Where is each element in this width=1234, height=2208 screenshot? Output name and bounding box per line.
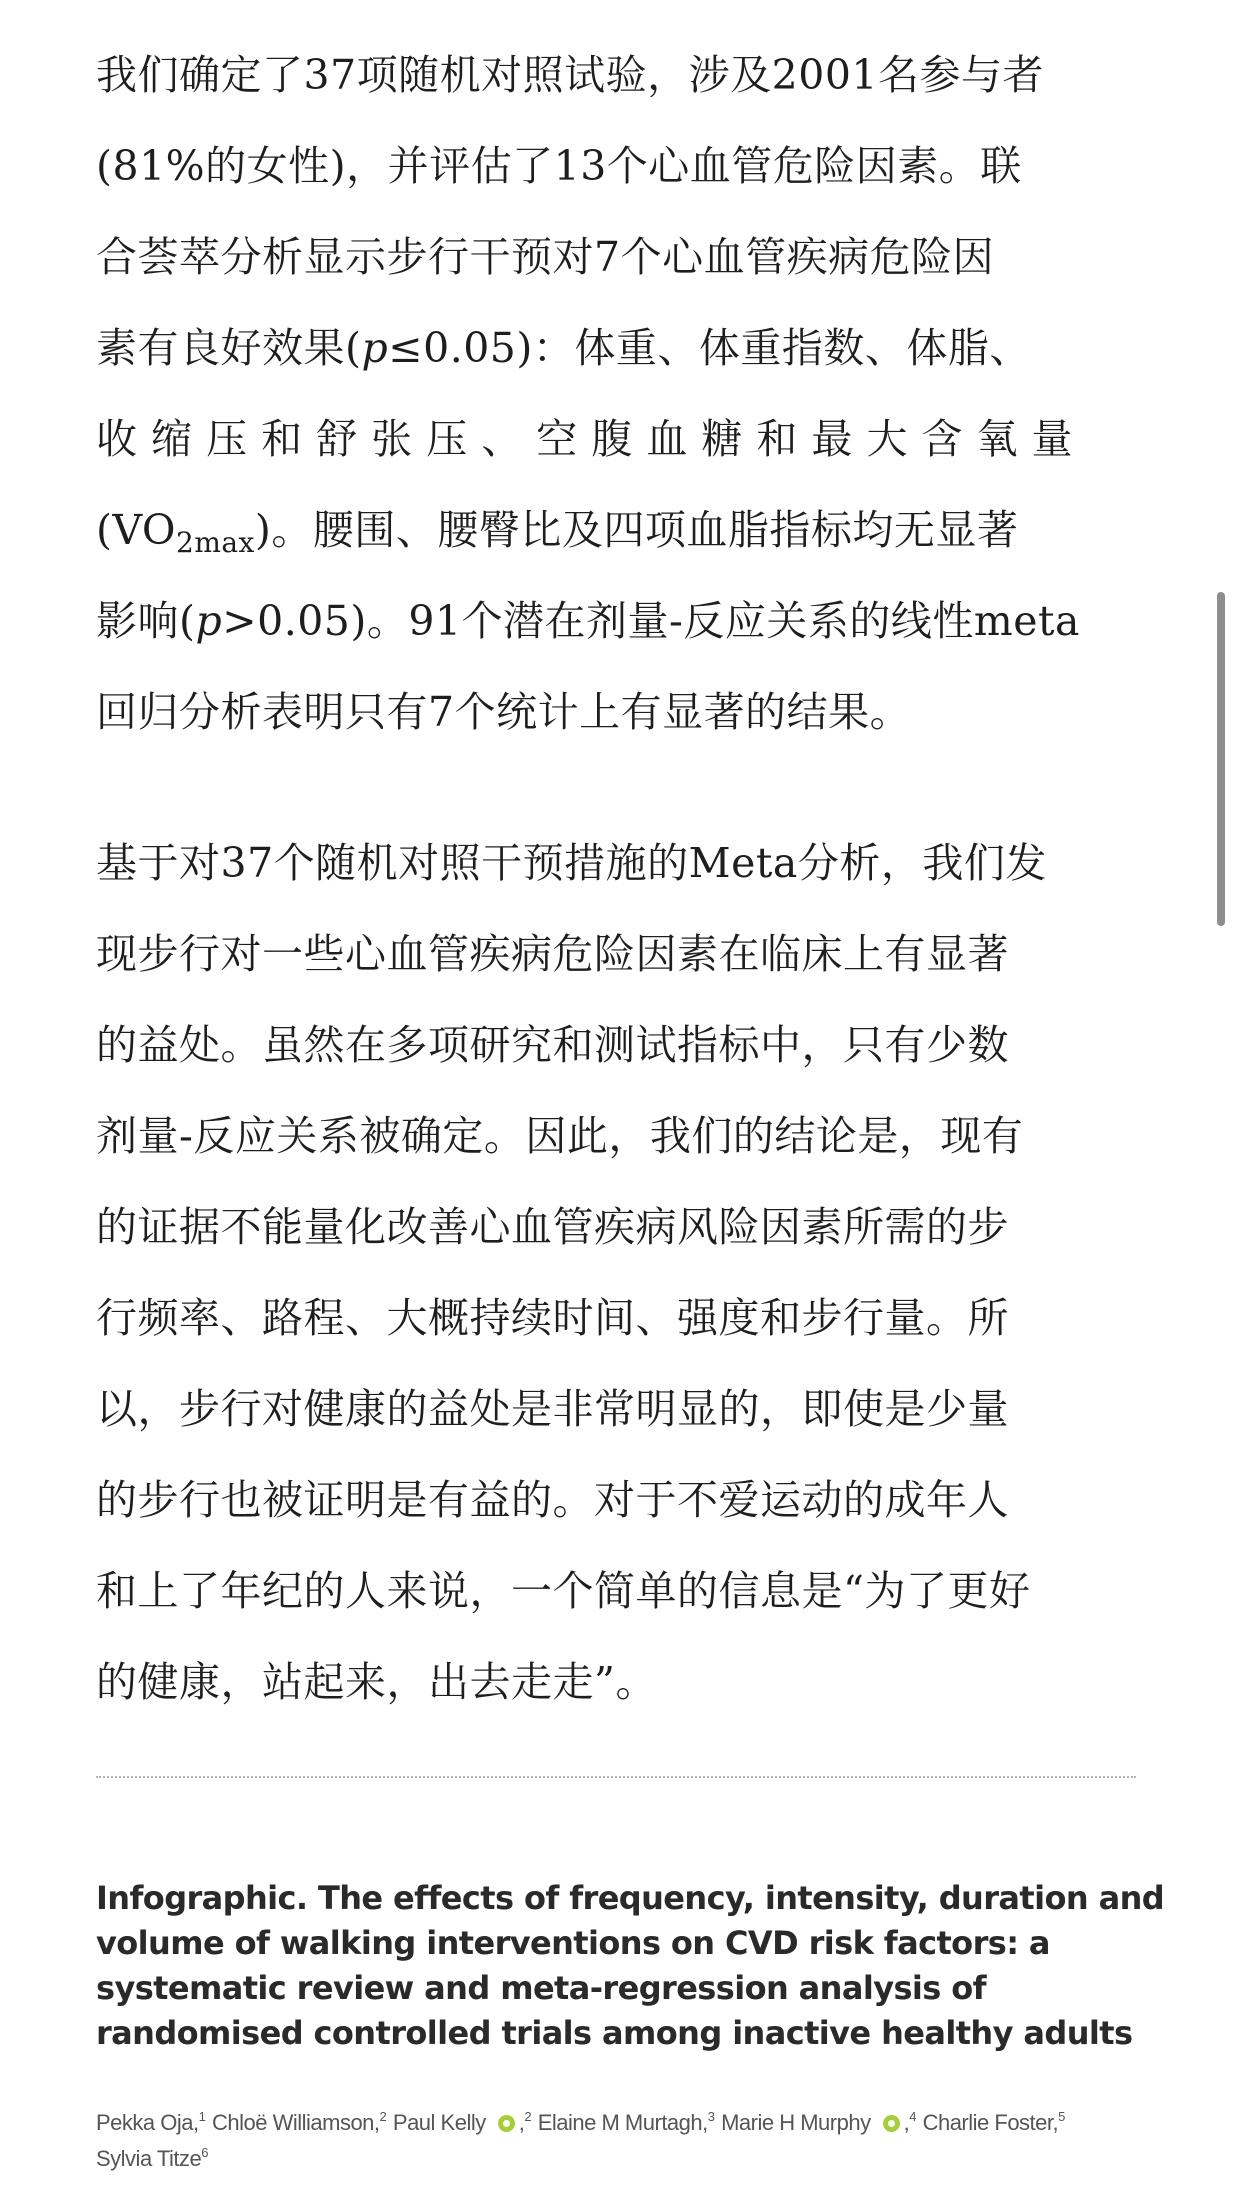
text-fragment: )。腰围、腰臀比及四项血脂指标均无显著 [254,506,1019,554]
orcid-icon[interactable] [498,2115,515,2132]
text-line: 我们确定了37项随机对照试验，涉及2001名参与者 [96,51,1045,99]
p-value-symbol: p [195,597,223,645]
author-name: Chloë Williamson, [211,2110,380,2135]
conclusion-paragraph [96,818,1136,1728]
text-line: 的健康，站起来，出去走走”。 [96,1658,657,1706]
text-line: 以，步行对健康的益处是非常明显的，即使是少量 [96,1385,1009,1433]
text-line: 行频率、路程、大概持续时间、强度和步行量。所 [96,1294,1009,1342]
affiliation-number: 6 [201,2145,208,2160]
text-line [96,576,1136,667]
text-line: 剂量-反应关系被确定。因此，我们的结论是，现有 [96,1112,1024,1160]
text-line: 合荟萃分析显示步行干预对7个心血管疾病危险因 [96,233,995,281]
text-fragment: ≤0.05)：体重、体重指数、体脂、 [388,324,1031,372]
text-line [96,485,1136,576]
affiliation-number: 4 [909,2109,916,2124]
text-line: 和上了年纪的人来说，一个简单的信息是“为了更好 [96,1567,1031,1615]
text-line: 的证据不能量化改善心血管疾病风险因素所需的步 [96,1203,1009,1251]
vo2max-subscript: 2max [176,526,255,559]
text-line: 现步行对一些心血管疾病危险因素在临床上有显著 [96,930,1009,978]
scrollbar-thumb[interactable] [1217,592,1225,926]
text-fragment: 素有良好效果( [96,324,362,372]
author-name: Sylvia Titze [96,2146,202,2171]
text-line: 回归分析表明只有7个统计上有显著的结果。 [96,688,912,736]
title-line: volume of walking interventions on CVD risk factors: a [96,1924,1050,1962]
author-name: Paul Kelly [392,2110,486,2135]
p-value-symbol: p [361,324,389,372]
title-line: systematic review and meta-regression analysis of [96,1969,986,2007]
text-fragment: 影响( [96,597,196,645]
infographic-title [96,1876,1165,2056]
affiliation-number: 2 [379,2109,387,2124]
text-line: 的步行也被证明是有益的。对于不爱运动的成年人 [96,1476,1009,1524]
text-line: 基于对37个随机对照干预措施的Meta分析，我们发 [96,839,1047,887]
affiliation-number: 3 [707,2109,715,2124]
text-fragment: (VO [96,506,176,554]
author-name: Charlie Foster, [922,2110,1059,2135]
affiliation-number: 1 [198,2109,206,2124]
text-line: (81%的女性)，并评估了13个心血管危险因素。联 [96,142,1022,190]
section-divider [96,1776,1136,1778]
text-line: 的益处。虽然在多项研究和测试指标中，只有少数 [96,1021,1009,1069]
title-line: randomised controlled trials among inactive healthy adults [96,2014,1133,2052]
author-name: Marie H Murphy [721,2110,871,2135]
orcid-icon[interactable] [883,2115,900,2132]
author-name: Pekka Oja, [96,2110,199,2135]
results-paragraph [96,30,1136,758]
affiliation-number: 5 [1058,2109,1065,2124]
text-fragment: >0.05)。91个潜在剂量-反应关系的线性meta [222,597,1080,645]
author-name: Elaine M Murtagh, [537,2110,708,2135]
text-line [96,303,1136,394]
title-line: Infographic. The effects of frequency, intensity, duration and [96,1879,1165,1917]
text-line: 收 缩 压 和 舒 张 压 、 空 腹 血 糖 和 最 大 含 氧 量 [96,415,1074,463]
affiliation-number: 2 [524,2109,532,2124]
author-list: Pekka Oja,$^1$ Chloë Williamson,$^2$ Paul Kelly ,$^2$ Elaine M Murtagh,$^3$ Marie H Murphy ,$^4$ Charlie Foster,$^5$ Sylvia Titze$^6$ [96,2109,1065,2171]
